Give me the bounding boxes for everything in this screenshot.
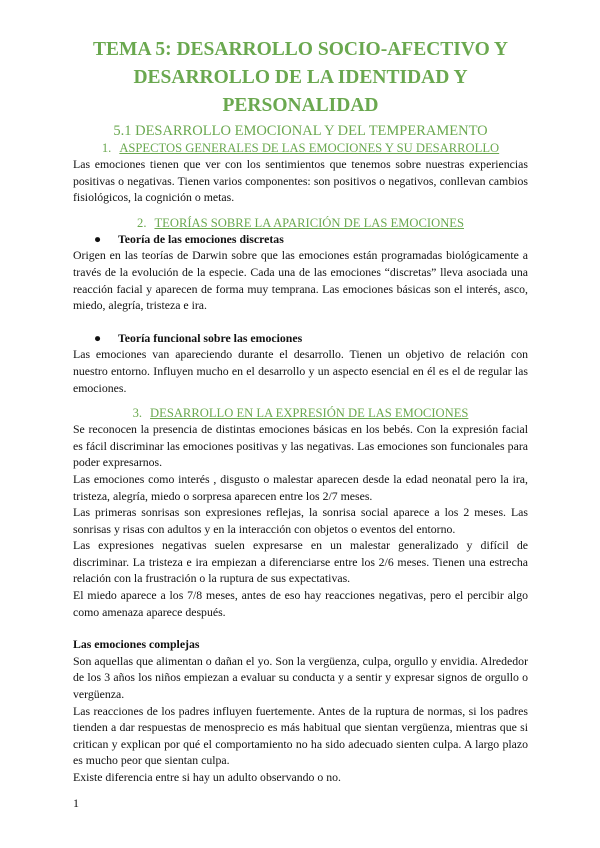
- paragraph: Las emociones van apareciendo durante el desarrollo. Tienen un objetivo de relación con nuestro entorno. Influyen mucho en el desarrollo y un aspecto esencial en él es el de regular las emociones.: [73, 347, 528, 395]
- paragraph: Las primeras sonrisas son expresiones reflejas, la sonrisa social aparece a los 2 meses. Las sonrisas y risas con adultos y en la interacción con objetos o eventos del entorno.: [73, 505, 528, 536]
- bullet-icon: ●: [94, 330, 102, 345]
- document-title: TEMA 5: DESARROLLO SOCIO-AFECTIVO Y DESARROLLO DE LA IDENTIDAD Y PERSONALIDAD: [93, 39, 508, 116]
- paragraph: Las emociones tienen que ver con los sentimientos que tenemos sobre nuestras experiencias positivas o negativas. Tienen varios componentes: son positivos o negativos, conllevan cambios fisiológicos, la cognición o metas.: [73, 157, 528, 205]
- paragraph: Son aquellas que alimentan o dañan el yo. Son la vergüenza, culpa, orgullo y envidia. Alrededor de los 3 años los niños empiezan a evaluar su conducta y a sentir y expresar signos de orgullo o vergüenza.: [73, 653, 528, 702]
- paragraph: El miedo aparece a los 7/8 meses, antes de eso hay reacciones negativas, pero el percibir algo como amenaza aparece después.: [73, 588, 528, 619]
- section-number: 3.: [132, 406, 143, 421]
- section-heading-3: [73, 405, 528, 421]
- section-number: 2.: [137, 215, 147, 230]
- paragraph: Las expresiones negativas suelen expresarse en un malestar generalizado y difícil de discriminar. La tristeza e ira empiezan a diferenciarse entre los 2/6 meses. Tienen una estrecha relación con la frustración o la ruptura de sus expectativas.: [73, 538, 528, 586]
- section-heading-text: ASPECTOS GENERALES DE LAS EMOCIONES Y SU DESARROLLO: [119, 141, 500, 155]
- section-number: 1.: [101, 141, 112, 155]
- paragraph: Existe diferencia entre si hay un adulto observando o no.: [73, 770, 341, 784]
- bullet-item: [94, 330, 528, 347]
- bullet-item: [94, 231, 528, 248]
- page-number: 1: [73, 796, 79, 810]
- section-heading-text: TEORÍAS SOBRE LA APARICIÓN DE LAS EMOCIONES: [154, 215, 464, 230]
- document-subtitle: 5.1 DESARROLLO EMOCIONAL Y DEL TEMPERAMENTO: [113, 123, 488, 139]
- section-heading-text: DESARROLLO EN LA EXPRESIÓN DE LAS EMOCIONES: [150, 406, 469, 421]
- paragraph: Se reconocen la presencia de distintas emociones básicas en los bebés. Con la expresión facial es fácil discriminar las emociones positivas y las negativas. Las emociones son funcionales para poder expresarnos.: [73, 422, 528, 470]
- section-heading-2: [73, 215, 528, 231]
- section-heading-1: [73, 140, 528, 156]
- subsection-heading: Las emociones complejas: [73, 637, 200, 652]
- bullet-text: Teoría funcional sobre las emociones: [118, 330, 303, 345]
- paragraph: Las reacciones de los padres influyen fuertemente. Antes de la ruptura de normas, si los padres tienden a dar respuestas de menosprecio es más habitual que sientan vergüenza, mientras que si critican y explican por qué el comportamiento no ha sido adecuado sienten culpa. A largo plazo es mucho peor que sientan culpa.: [73, 703, 528, 768]
- paragraph: Las emociones como interés , disgusto o malestar aparecen desde la edad neonatal pero la ira, tristeza, alegría, miedo o sorpresa aparecen entre los 2/7 meses.: [73, 471, 528, 503]
- bullet-text: Teoría de las emociones discretas: [118, 231, 284, 246]
- paragraph: Origen en las teorías de Darwin sobre que las emociones están programadas biológicamente a través de la evolución de la especie. Cada una de las emociones “discretas” lleva asociada una reacción facial y aparecen de forma muy temprana. Las emociones básicas son el interés, asco, miedo, alegría, tristeza e ira.: [73, 248, 528, 313]
- bullet-icon: ●: [94, 231, 102, 246]
